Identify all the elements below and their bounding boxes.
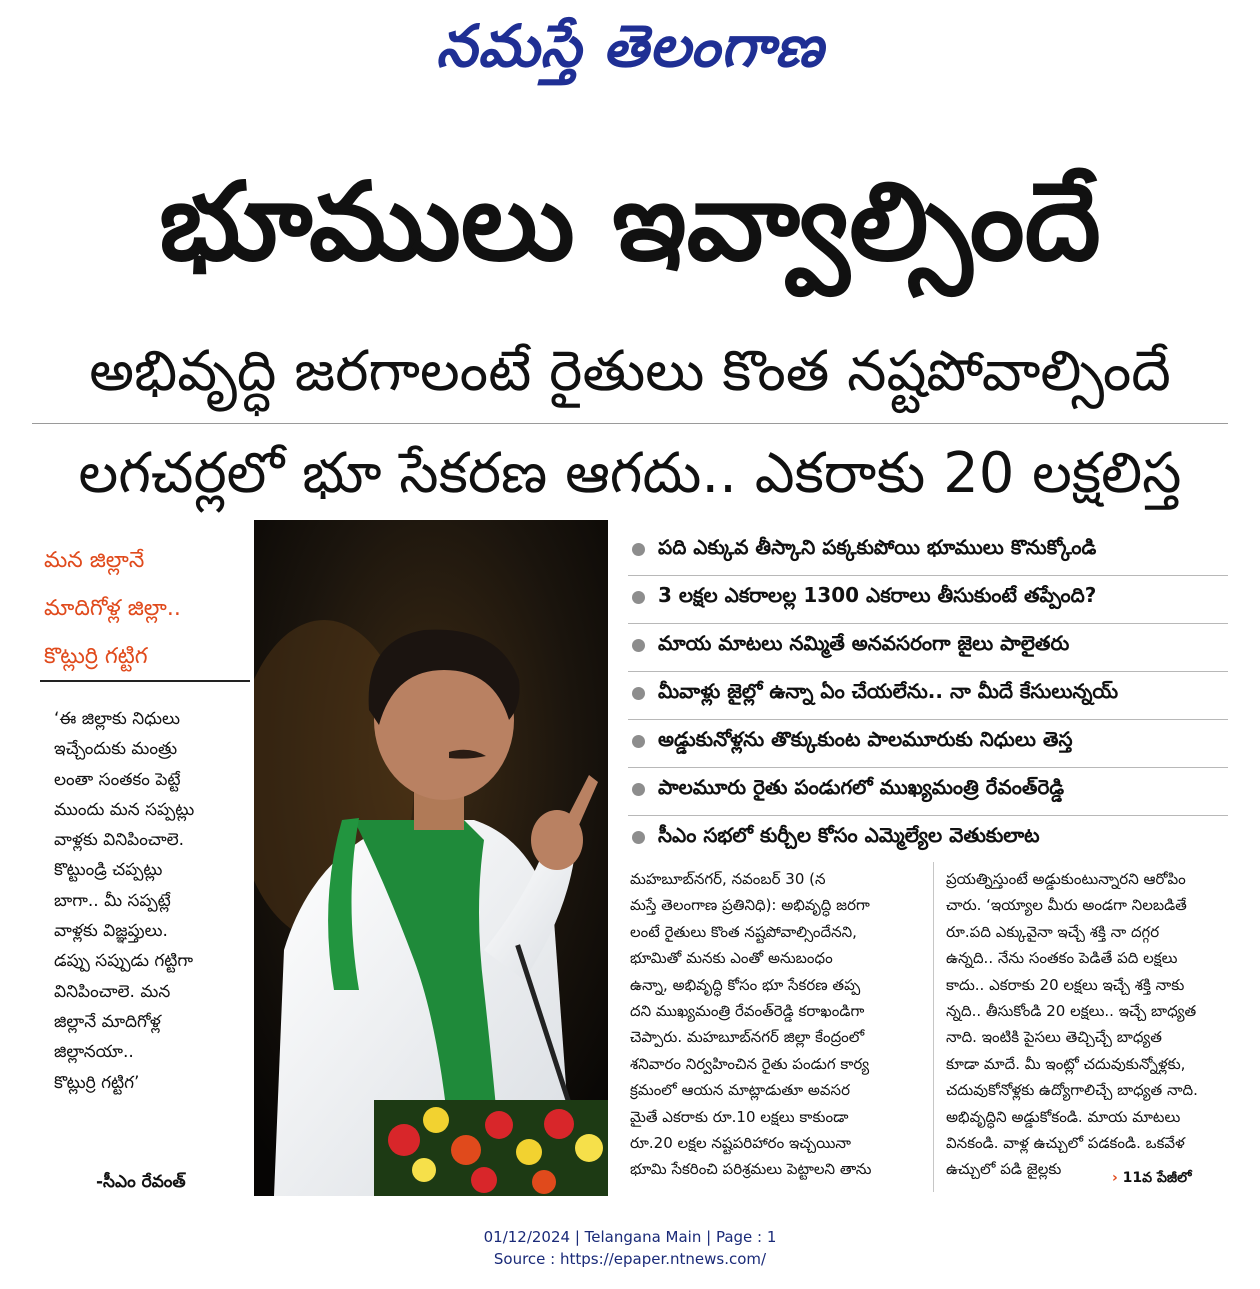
quote-line: వాళ్లకు విజ్ఞప్తులు. — [54, 921, 168, 942]
quote-line: ‘ఈ జిల్లాకు నిధులు — [54, 709, 180, 729]
subheadline-2: లగచర్లలో భూ సేకరణ ఆగదు.. ఎకరాకు 20 లక్షలిస్త — [78, 441, 1182, 506]
article-column-2 — [946, 866, 1214, 1183]
news-photo — [254, 520, 608, 1196]
main-headline: భూములు ఇవ్వాల్సిందే — [159, 160, 1101, 285]
highlight-item — [628, 768, 1228, 816]
highlight-text: పది ఎక్కువ తీస్కాని పక్కకుపోయి భూములు కొనుక్కోండి — [658, 535, 1097, 559]
quote-line: వినిపించాలె. మన — [54, 981, 171, 1002]
bullet-icon — [632, 783, 645, 796]
quote-line: బాగా.. మీ సప్పట్లే — [54, 890, 171, 911]
article-line: మస్తే తెలంగాణ ప్రతినిధి): అభివృద్ధి జరగా — [630, 896, 870, 915]
highlight-item — [628, 624, 1228, 672]
continue-arrow-icon: › — [1112, 1170, 1118, 1186]
column-divider — [933, 862, 934, 1192]
article-line: రూ.20 లక్షల నష్టపరిహారం ఇచ్చయినా — [630, 1134, 851, 1153]
highlight-text: అడ్డుకునోళ్లను తొక్కుకుంట పాలమూరుకు నిధులు తెస్త — [658, 727, 1073, 751]
article-line: రూ.పది ఎక్కువైనా ఇచ్చే శక్తి నా దగ్గర — [946, 922, 1160, 941]
article-line: వినకండి. వాళ్ల ఉచ్చులో పడకండి. ఒకవేళ — [946, 1134, 1185, 1153]
speaker-photo-illustration — [254, 520, 608, 1196]
highlight-text: మీవాళ్లు జైల్లో ఉన్నా ఏం చేయలేను.. నా మీదే కేసులున్నయ్ — [658, 679, 1119, 703]
quote-kicker-line: మాదిగోళ్ల జిల్లా.. — [44, 596, 181, 621]
article-line: లంటే రైతులు కొంత నష్టపోవాల్సిందేనని, — [630, 922, 857, 941]
quote-line: కొట్టుండ్రి చప్పట్లు — [54, 860, 163, 881]
article-line: భూమి సేకరించి పరిశ్రమలు పెట్టాలని తాను — [630, 1160, 872, 1179]
quote-credit: -సీఎం రేవంత్ — [96, 1172, 186, 1192]
bullet-icon — [632, 687, 645, 700]
article-line: భూమితో మనకు ఎంతో అనుబంధం — [630, 949, 833, 968]
article-line: మైతే ఎకరాకు రూ.10 లక్షలు కాకుండా — [630, 1107, 849, 1126]
article-line: క్రమంలో ఆయన మాట్లాడుతూ అవసర — [630, 1081, 850, 1100]
article-line: కూడా మాదే. మీ ఇంట్లో చదువుకున్నోళ్లకు, — [946, 1054, 1186, 1073]
quote-text — [54, 704, 254, 1098]
continued-on-page[interactable] — [1112, 1170, 1192, 1189]
article-column-1 — [630, 866, 898, 1183]
quote-divider — [40, 680, 250, 682]
highlight-text: 3 లక్షల ఎకరాలల్ల 1300 ఎకరాలు తీసుకుంటే తప్పేంది? — [658, 583, 1097, 607]
article-line: ఉచ్చులో పడి జైల్లకు — [946, 1160, 1062, 1179]
footer-edition-info: 01/12/2024 | Telangana Main | Page : 1 — [483, 1228, 777, 1246]
bullet-icon — [632, 639, 645, 652]
highlights-list — [628, 528, 1228, 864]
article-line: ప్రయత్నిస్తుంటే అడ్డుకుంటున్నారని ఆరోపిం — [946, 870, 1186, 888]
article-line: అభివృద్ధిని అడ్డుకోకండి. మాయ మాటలు — [946, 1107, 1181, 1126]
quote-line: ఇచ్చేందుకు మంత్రు — [54, 739, 178, 760]
footer-source-link[interactable]: Source : https://epaper.ntnews.com/ — [493, 1250, 767, 1268]
quote-line: లంతా సంతకం పెట్టే — [54, 769, 181, 790]
highlight-item — [628, 672, 1228, 720]
article-line: న్నది.. తీసుకోండి 20 లక్షలు.. ఇచ్చే బాధ్యత — [946, 1002, 1197, 1021]
highlight-item — [628, 576, 1228, 624]
article-line: చదువుకోనోళ్లకు ఉద్యోగాలిచ్చే బాధ్యత నాది. — [946, 1081, 1198, 1100]
article-line: కాదు.. ఎకరాకు 20 లక్షలు ఇచ్చే శక్తి నాకు — [946, 975, 1185, 994]
highlight-item — [628, 816, 1228, 864]
article-line: శనివారం నిర్వహించిన రైతు పండుగ కార్య — [630, 1054, 870, 1073]
quote-line: కొట్లుర్రి గట్టిగ’ — [54, 1072, 140, 1093]
subheadline-1: అభివృద్ధి జరగాలంటే రైతులు కొంత నష్టపోవాల్సిందే — [89, 339, 1171, 404]
article-line: ఉన్నా, అభివృద్ధి కోసం భూ సేకరణ తప్ప — [630, 975, 861, 994]
highlight-item — [628, 528, 1228, 576]
highlight-text: పాలమూరు రైతు పండుగలో ముఖ్యమంత్రి రేవంత్‌రెడ్డి — [658, 775, 1065, 799]
highlight-text: మాయ మాటలు నమ్మితే అనవసరంగా జైలు పాలైతరు — [658, 631, 1070, 655]
quote-line: జిల్లానయా.. — [54, 1042, 134, 1063]
article-line: దని ముఖ్యమంత్రి రేవంత్‌రెడ్డి కరాఖండిగా — [630, 1002, 865, 1021]
bullet-icon — [632, 831, 645, 844]
bullet-icon — [632, 543, 645, 556]
article-line: నాది. ఇంటికి పైసలు తెచ్చిచ్చే బాధ్యత — [946, 1028, 1162, 1047]
article-line: ఉన్నది.. నేను సంతకం పెడితే పది లక్షలు — [946, 949, 1178, 968]
bullet-icon — [632, 591, 645, 604]
quote-kicker-line: మన జిల్లానే — [44, 548, 145, 573]
subheadline-divider — [32, 423, 1228, 424]
quote-line: ముందు మన సప్పట్లు — [54, 799, 195, 820]
quote-line: జిల్లానే మాదిగోళ్ల — [54, 1011, 161, 1032]
article-line: మహబూబ్‌నగర్, నవంబర్ 30 (న — [630, 870, 826, 888]
continued-label: 11వ పేజీలో — [1122, 1170, 1192, 1186]
bullet-icon — [632, 735, 645, 748]
article-line: చెప్పారు. మహబూబ్‌నగర్ జిల్లా కేంద్రంలో — [630, 1028, 865, 1047]
highlight-item — [628, 720, 1228, 768]
quote-line: వాళ్లకు వినిపించాలె. — [54, 830, 185, 851]
quote-line: డప్పు సప్పుడు గట్టిగా — [54, 951, 194, 972]
quote-kicker-line: కొట్లుర్రి గట్టిగ — [44, 644, 148, 669]
highlight-text: సీఎం సభలో కుర్చీల కోసం ఎమ్మెల్యేల వెతుకులాట — [658, 823, 1040, 847]
masthead-logo: నమస్తే తెలంగాణ — [436, 12, 824, 80]
article-line: చారు. ‘ఇయ్యాల మీరు అండగా నిలబడితే — [946, 896, 1187, 915]
